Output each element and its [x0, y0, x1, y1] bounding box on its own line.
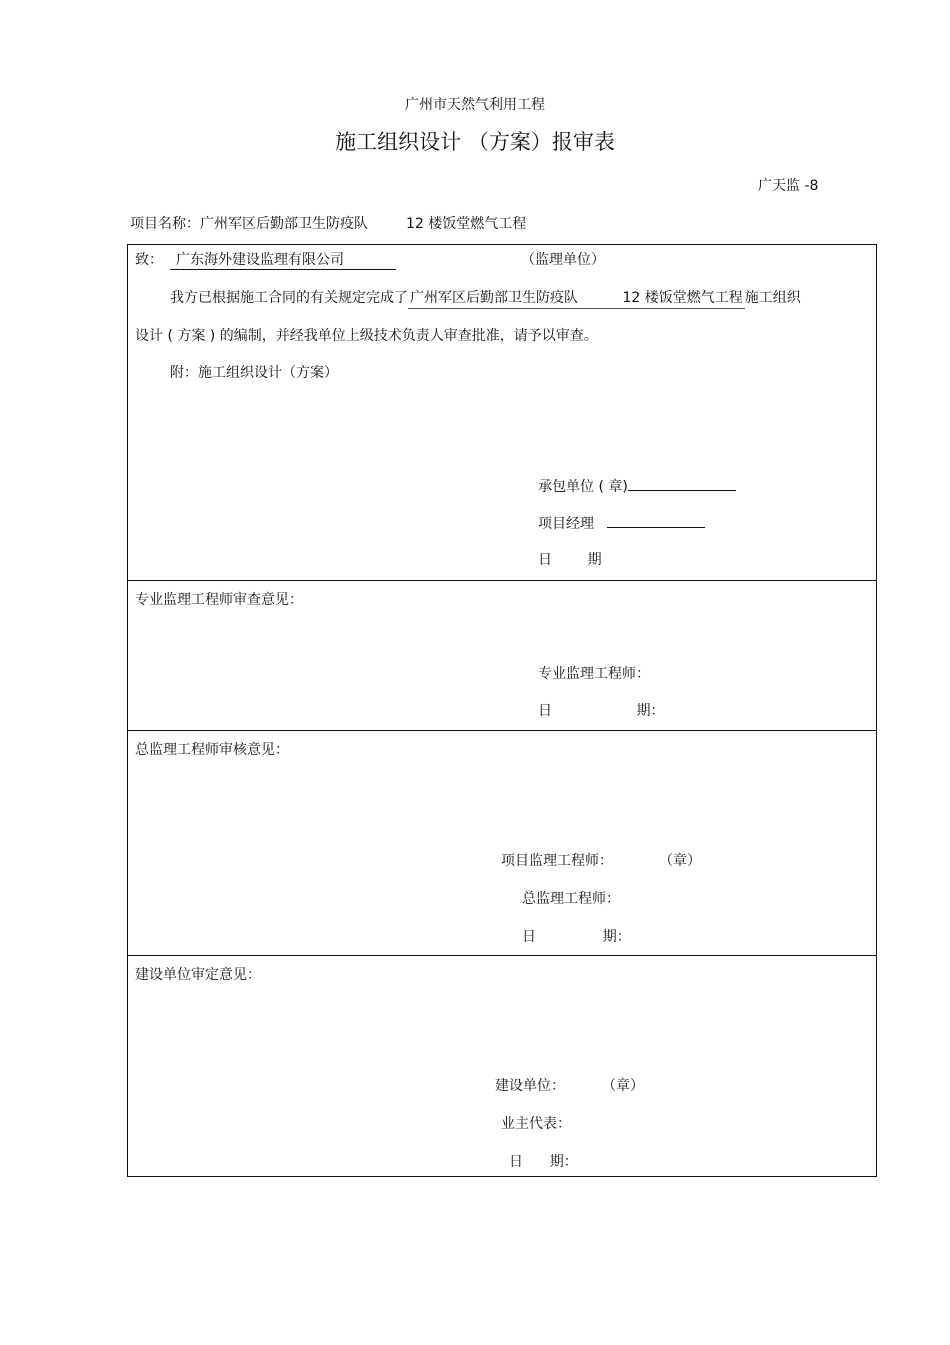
- supervisor-company: 广东海外建设监理有限公司: [170, 251, 396, 270]
- document-title: 施工组织设计 （方案）报审表: [335, 130, 615, 154]
- section3-seal: （章）: [659, 853, 701, 869]
- owner-representative-label: 业主代表：: [501, 1116, 571, 1132]
- application-paragraph-line2: 设计 ( 方案 ) 的编制，并经我单位上级技术负责人审查批准，请予以审查。: [135, 328, 598, 344]
- form-code: 广天监 -8: [758, 178, 819, 194]
- paragraph-prefix: 我方已根据施工合同的有关规定完成了: [170, 290, 408, 306]
- section3-date: 日 期：: [522, 929, 631, 945]
- paragraph-project-name: 广州军区后勤部卫生防疫队 12 楼饭堂燃气工程: [408, 289, 745, 309]
- project-name-part2: 12 楼饭堂燃气工程: [406, 216, 527, 232]
- application-paragraph-line1: [170, 289, 801, 309]
- document-subtitle: 广州市天然气利用工程: [405, 97, 545, 113]
- contractor-label: 承包单位 ( 章): [538, 479, 628, 495]
- specialist-engineer-label: 专业监理工程师：: [538, 666, 650, 682]
- section4-date: 日 期：: [509, 1154, 578, 1170]
- construction-unit-label: 建设单位：: [495, 1078, 565, 1094]
- project-name-part1: 广州军区后勤部卫生防疫队: [200, 216, 368, 232]
- attachment-note: 附：施工组织设计（方案）: [170, 365, 338, 381]
- addressee-label: 致：: [135, 252, 163, 268]
- owner-review-heading: 建设单位审定意见：: [135, 967, 261, 983]
- project-name-line: [130, 213, 526, 233]
- chief-review-heading: 总监理工程师审核意见：: [135, 742, 289, 758]
- section1-date: 日 期: [538, 552, 602, 568]
- contractor-blank: [628, 477, 736, 491]
- paragraph-suffix: 施工组织: [744, 290, 801, 306]
- specialist-review-heading: 专业监理工程师审查意见：: [135, 592, 303, 608]
- project-supervising-engineer-label: 项目监理工程师：: [501, 853, 613, 869]
- section-divider: [128, 955, 876, 956]
- section4-seal: （章）: [602, 1078, 644, 1094]
- section2-date: 日 期：: [538, 703, 665, 719]
- section-divider: [128, 580, 876, 581]
- supervisor-role: （监理单位）: [521, 252, 605, 268]
- project-manager-blank: [607, 514, 705, 528]
- project-name-label: 项目名称：: [130, 216, 200, 232]
- review-form-table: [127, 244, 877, 1177]
- contractor-signature-line: [538, 477, 736, 496]
- project-manager-label: 项目经理: [538, 516, 594, 532]
- project-manager-line: [538, 514, 705, 533]
- section-divider: [128, 730, 876, 731]
- chief-engineer-label: 总监理工程师：: [522, 891, 620, 907]
